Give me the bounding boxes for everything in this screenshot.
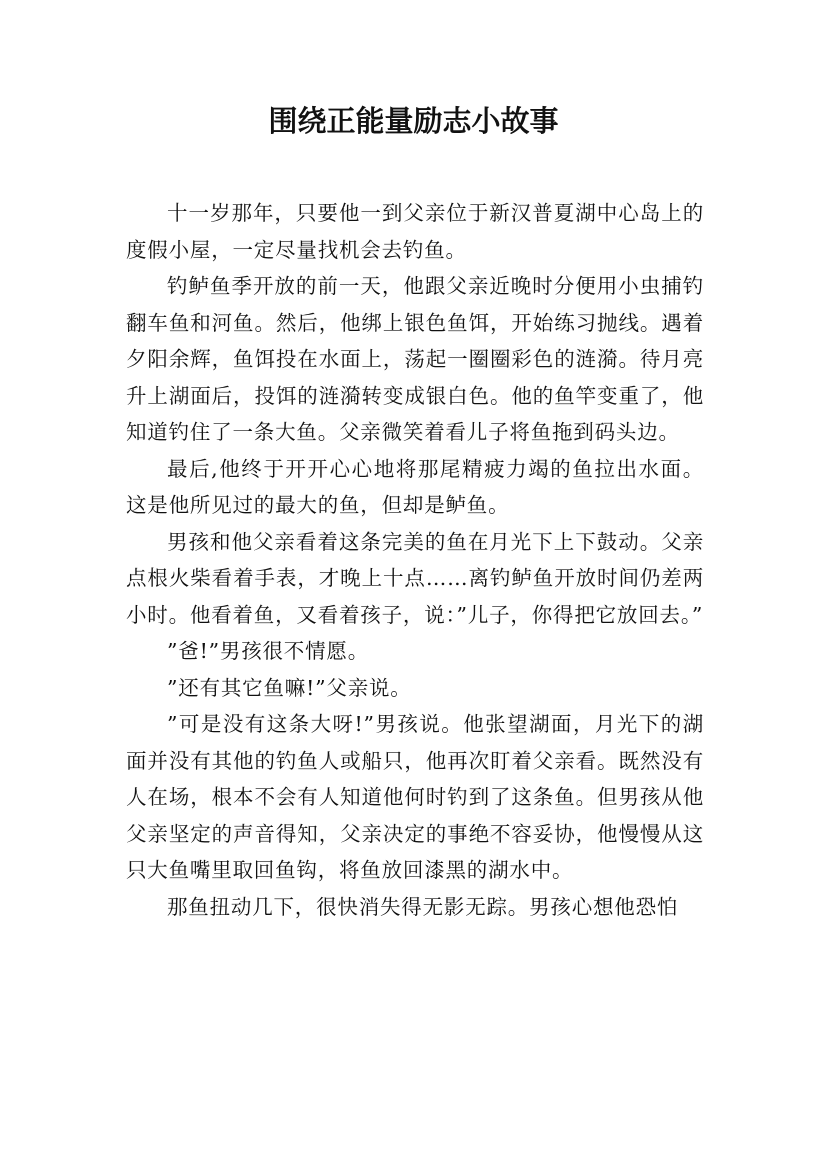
paragraph: 最后,他终于开开心心地将那尾精疲力竭的鱼拉出水面。这是他所见过的最大的鱼，但却是鲈鱼。 xyxy=(126,456,704,517)
paragraph: 十一岁那年，只要他一到父亲位于新汉普夏湖中心岛上的度假小屋，一定尽量找机会去钓鱼。 xyxy=(126,201,704,262)
paragraph: 那鱼扭动几下，很快消失得无影无踪。男孩心想他恐怕 xyxy=(167,894,679,919)
paragraph: ”还有其它鱼嘛!”父亲说。 xyxy=(167,675,412,700)
paragraph: ”可是没有这条大呀!”男孩说。他张望湖面，月光下的湖面并没有其他的钓鱼人或船只，他再次盯着父亲看。既然没有人在场，根本不会有人知道他何时钓到了这条鱼。但男孩从他父亲坚定的声音得知，父亲决定的事绝不容妥协，他慢慢从这只大鱼嘴里取回鱼钩，将鱼放回漆黑的湖水中。 xyxy=(126,712,704,882)
story-body xyxy=(126,195,704,925)
document-title: 围绕正能量励志小故事 xyxy=(268,104,559,138)
paragraph: ”爸!”男孩很不情愿。 xyxy=(167,639,369,663)
paragraph: 男孩和他父亲看着这条完美的鱼在月光下上下鼓动。父亲点根火柴看着手表，才晚上十点……离钓鲈鱼开放时间仍差两小时。他看着鱼，又看着孩子，说：”儿子，你得把它放回去。” xyxy=(126,529,704,627)
paragraph: 钓鲈鱼季开放的前一天，他跟父亲近晚时分便用小虫捕钓翻车鱼和河鱼。然后，他绑上银色鱼饵，开始练习抛线。遇着夕阳余辉，鱼饵投在水面上，荡起一圈圈彩色的涟漪。待月亮升上湖面后，投饵的涟漪转变成银白色。他的鱼竿变重了，他知道钓住了一条大鱼。父亲微笑着看儿子将鱼拖到码头边。 xyxy=(126,274,704,444)
